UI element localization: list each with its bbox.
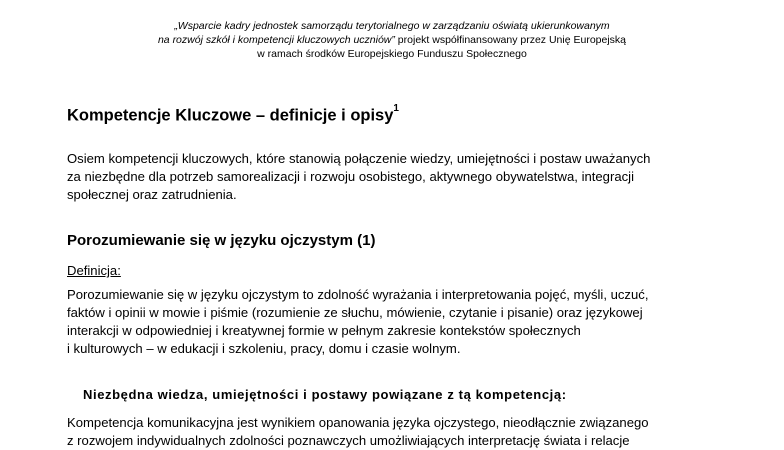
intro-line: Osiem kompetencji kluczowych, które stanowią połączenie wiedzy, umiejętności i postaw uważanych xyxy=(67,151,651,166)
definition-line: interakcji w odpowiedniej i kreatywnej formie w pełnym zakresie kontekstów społecznych xyxy=(67,323,581,338)
document-title-text: Kompetencje Kluczowe – definicje i opisy xyxy=(67,106,394,125)
header-line-3: w ramach środków Europejskiego Funduszu Społecznego xyxy=(257,48,527,60)
definition-line: Porozumiewanie się w języku ojczystym to zdolność wyrażania i interpretowania pojęć, myśli, uczuć, xyxy=(67,287,649,302)
body-line: Kompetencja komunikacyjna jest wynikiem opanowania języka ojczystego, nieodłącznie związanego xyxy=(67,415,649,430)
header-line-2-plain: projekt współfinansowany przez Unię Europejską xyxy=(394,34,627,46)
definition-line: faktów i opinii w mowie i piśmie (rozumienie ze słuchu, mówienie, czytanie i pisanie) oraz językowej xyxy=(67,305,643,320)
project-header xyxy=(0,19,784,61)
header-line-1: „Wsparcie kadry jednostek samorządu terytorialnego w zarządzaniu oświatą ukierunkowanym xyxy=(174,20,610,32)
footnote-marker: 1 xyxy=(393,103,399,114)
section-heading: Porozumiewanie się w języku ojczystym (1) xyxy=(67,232,376,249)
intro-line: za niezbędne dla potrzeb samorealizacji i rozwoju osobistego, aktywnego obywatelstwa, integracji xyxy=(67,169,634,184)
subheading: Niezbędna wiedza, umiejętności i postawy powiązane z tą kompetencją: xyxy=(83,387,567,402)
intro-paragraph xyxy=(67,150,727,204)
intro-line: społecznej oraz zatrudnienia. xyxy=(67,187,237,202)
definition-label: Definicja: xyxy=(67,263,121,278)
body-line: z rozwojem indywidualnych zdolności poznawczych umożliwiających interpretację świata i relacje xyxy=(67,433,630,448)
definition-paragraph xyxy=(67,286,727,358)
header-line-2 xyxy=(0,33,784,47)
header-line-2-italic: na rozwój szkół i kompetencji kluczowych uczniów” xyxy=(157,34,395,46)
body-paragraph xyxy=(67,414,727,450)
document-title xyxy=(67,103,399,126)
definition-line: i kulturowych – w edukacji i szkoleniu, pracy, domu i czasie wolnym. xyxy=(67,341,461,356)
